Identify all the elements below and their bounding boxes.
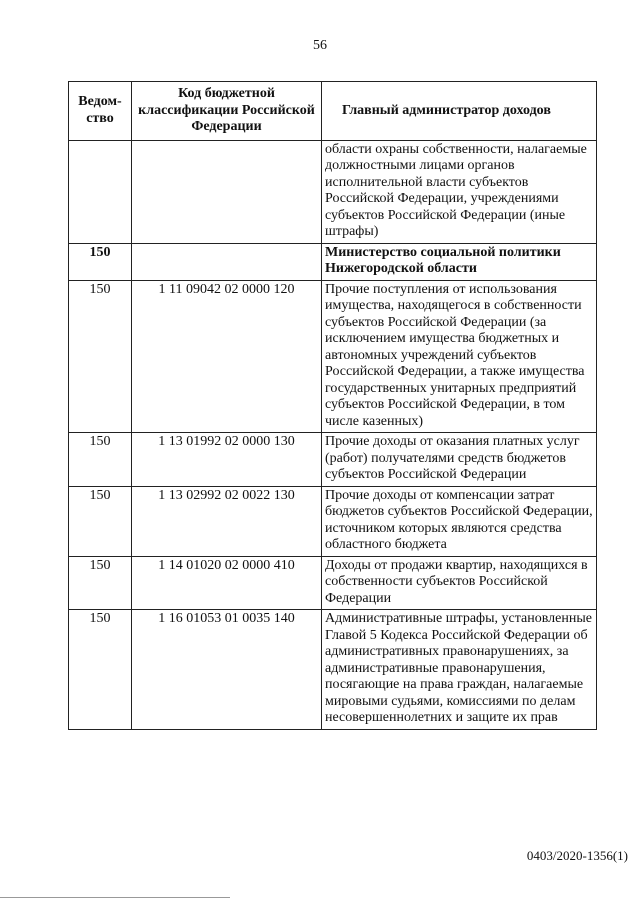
cell-dept: 150 [69,486,132,556]
cell-code: 1 14 01020 02 0000 410 [132,556,322,610]
cell-admin: Прочие поступления от использования имущества, находящегося в собственности субъектов Российской Федерации (за исключением имущества бюджетных и автономных учреждений субъектов Российской Федерации, а также имущества государственных унитарных предприятий субъектов Российской Федерации, в том числе казенных) [322,280,597,433]
table-row [69,433,597,487]
cell-dept: 150 [69,610,132,730]
table-row [69,140,597,243]
cell-code: 1 13 02992 02 0022 130 [132,486,322,556]
table-row [69,556,597,610]
cell-code: 1 13 01992 02 0000 130 [132,433,322,487]
cell-admin: Прочие доходы от компенсации затрат бюджетов субъектов Российской Федерации, источником которых являются средства областного бюджета [322,486,597,556]
table-body [69,140,597,729]
header-code: Код бюджетной классификации Российской Федерации [132,82,322,141]
cell-code [132,243,322,280]
cell-admin: Министерство социальной политики Нижегородской области [322,243,597,280]
table-header-row [69,82,597,141]
cell-dept [69,140,132,243]
cell-code: 1 16 01053 01 0035 140 [132,610,322,730]
table-row [69,610,597,730]
cell-admin: Доходы от продажи квартир, находящихся в собственности субъектов Российской Федерации [322,556,597,610]
table-row [69,243,597,280]
cell-code [132,140,322,243]
cell-code: 1 11 09042 02 0000 120 [132,280,322,433]
document-id: 0403/2020-1356(1) [526,848,628,863]
cell-admin: Административные штрафы, установленные Главой 5 Кодекса Российской Федерации об административных правонарушениях, за административные правонарушения, посягающие на права граждан, налагаемые мировыми судьями, комиссиями по делам несовершеннолетних и защите их прав [322,610,597,730]
cell-dept: 150 [69,243,132,280]
table-row [69,486,597,556]
cell-dept: 150 [69,556,132,610]
scan-edge-line [0,897,230,898]
cell-admin: Прочие доходы от оказания платных услуг (работ) получателями средств бюджетов субъектов Российской Федерации [322,433,597,487]
table-row [69,280,597,433]
header-dept: Ведом- ство [69,82,132,141]
budget-classification-table [68,81,597,730]
cell-admin: области охраны собственности, налагаемые должностными лицами органов исполнительной власти субъектов Российской Федерации, учреждениями субъектов Российской Федерации (иные штрафы) [322,140,597,243]
cell-dept: 150 [69,280,132,433]
cell-dept: 150 [69,433,132,487]
page-number: 56 [313,38,327,53]
header-admin: Главный администратор доходов [322,82,597,141]
